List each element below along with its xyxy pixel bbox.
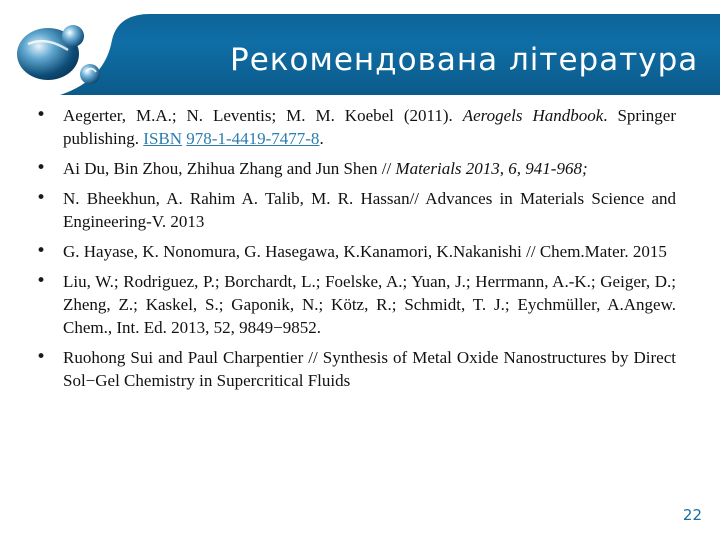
bullet-icon: •: [36, 158, 47, 178]
reference-text: Liu, W.; Rodriguez, P.; Borchardt, L.; Foelske, A.; Yuan, J.; Herrmann, A.-K.; Geiger, D.; Zheng, Z.; Kaskel, S.; Gaponik, N.; Kötz, R.; Schmidt, T. J.; Eychmüller, A.Angew. Chem., Int. Ed. 2013, 52, 9849−9852.: [63, 272, 676, 337]
bullet-icon: •: [36, 347, 47, 367]
globe-logo-icon: [8, 14, 108, 94]
bullet-icon: •: [36, 105, 47, 125]
reference-list: [36, 104, 676, 399]
page-number: 22: [682, 506, 702, 524]
isbn-link[interactable]: ISBN: [143, 129, 183, 148]
reference-text: N. Bheekhun, A. Rahim A. Talib, M. R. Hassan// Advances in Materials Science and Engineering-V. 2013: [63, 189, 676, 231]
bullet-icon: •: [36, 271, 47, 291]
reference-item: [36, 240, 676, 263]
reference-text: Ai Du, Bin Zhou, Zhihua Zhang and Jun Shen //: [63, 159, 396, 178]
reference-item: [36, 157, 676, 180]
reference-item: [36, 270, 676, 339]
reference-item: [36, 104, 676, 150]
slide-title: Рекомендована література: [230, 42, 699, 78]
bullet-icon: •: [36, 188, 47, 208]
reference-italic-text: Materials 2013, 6, 941-968;: [395, 159, 588, 178]
reference-text: Ruohong Sui and Paul Charpentier // Synthesis of Metal Oxide Nanostructures by Direct Sol−Gel Chemistry in Supercritical Fluids: [63, 348, 676, 390]
reference-item: [36, 187, 676, 233]
reference-italic-text: Aerogels Handbook: [462, 106, 604, 125]
slide-header: [0, 0, 720, 95]
bullet-icon: •: [36, 241, 47, 261]
reference-item: [36, 346, 676, 392]
reference-text: G. Hayase, K. Nonomura, G. Hasegawa, K.Kanamori, K.Nakanishi // Chem.Mater. 2015: [63, 242, 667, 261]
reference-text: Aegerter, M.A.; N. Leventis; M. M. Koebel (2011).: [63, 106, 463, 125]
reference-text: . Springer publishing.: [63, 106, 676, 148]
reference-text: .: [319, 129, 324, 148]
isbn-link[interactable]: 978-1-4419-7477-8: [186, 129, 320, 148]
